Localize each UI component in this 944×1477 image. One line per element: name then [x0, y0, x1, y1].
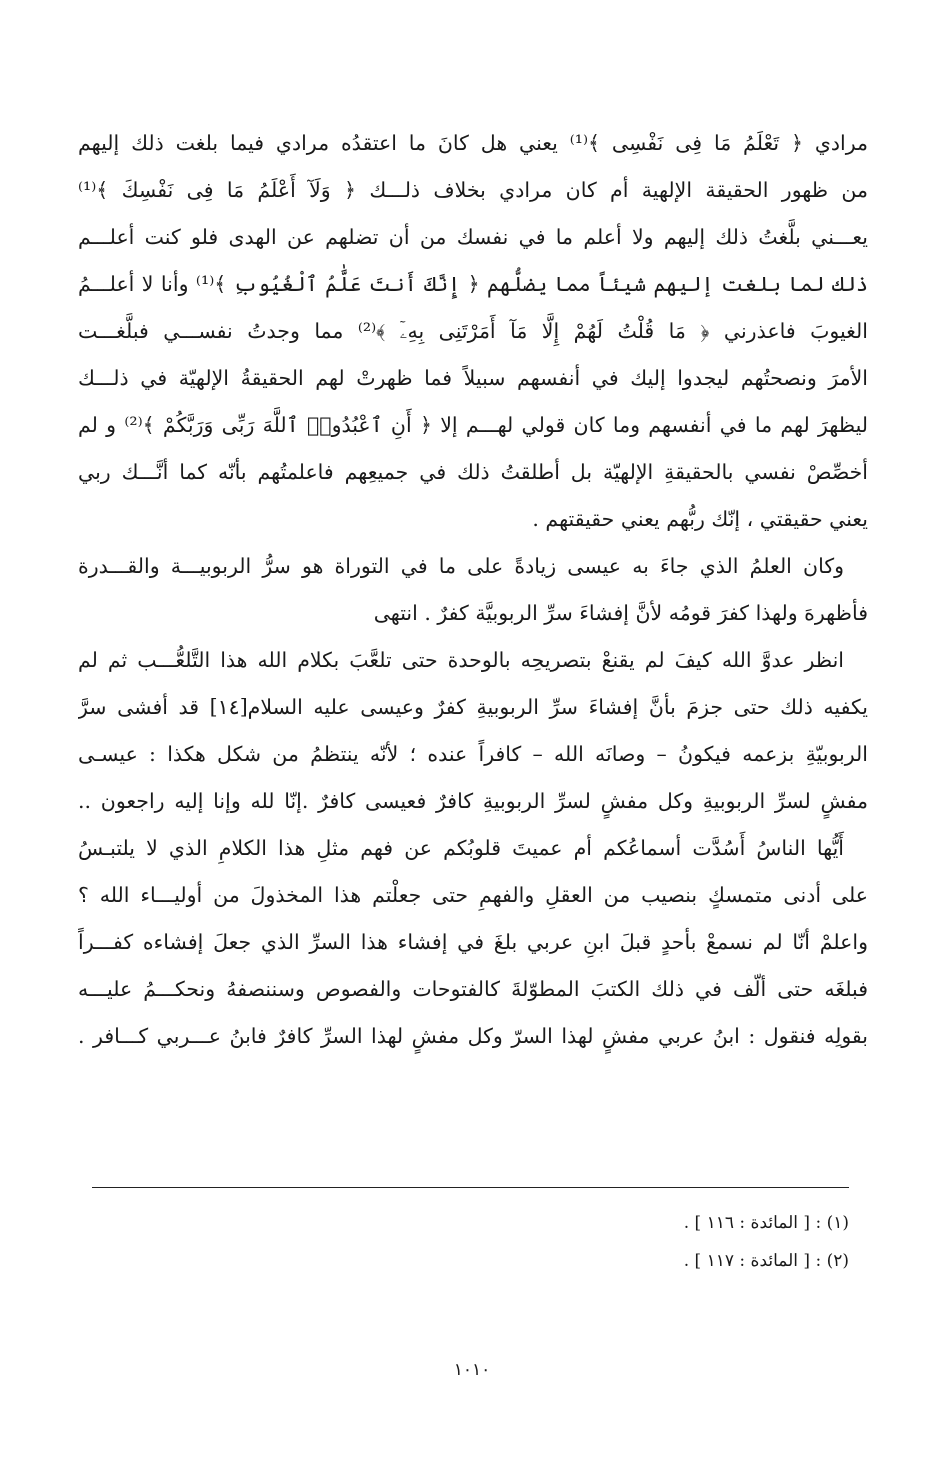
- text-line: يعني حقيقتي ، إنّك ربُّهم يعني حقيقتهم .: [532, 507, 868, 531]
- text-line: مفشٍ لسرِّ الربوبيةِ وكل مفشٍ لسرِّ الربوبيةِ كافرٌ فعيسى كافرٌ .إنّا لله وإنا إليه راجعون ..: [78, 789, 868, 813]
- footnote: (١) : [ المائدة : ١١٦ ] .: [683, 1213, 849, 1233]
- text-line: مرادي ﴿ تَعْلَمُ مَا فِى نَفْسِى ﴾⁽¹⁾ يعني هل كانَ ما اعتقدُه مرادي فيما بلغت ذلك إليهم: [78, 131, 868, 155]
- text-line: فأظهرهَ ولهذا كفرَ قومُه لأنَّ إفشاءَ سرِّ الربوبيَّة كفرٌ . انتهى: [373, 601, 868, 625]
- text-line: أخصِّصْ نفسي بالحقيقةِ الإلهيّة بل أطلقتُ ذلك في جميعِهم فاعلمتُهم بأنّه كما أنَّـــك ربي: [78, 460, 868, 484]
- text-line: على أدنى متمسكٍ بنصيب من العقلِ والفهمِ حتى جعلْتم هذا المخذولَ من أوليـــاء الله ؟: [78, 883, 868, 907]
- text-line: انظر عدوَّ الله كيفَ لم يقنعْ بتصريحِه بالوحدة حتى تلعَّبَ بكلام الله هذا التَّلعُّـــب ثم لم: [78, 648, 844, 672]
- text-line: فبلغَه حتى ألّف في ذلك الكتبَ المطوّلةَ كالفتوحات والفصوص وسننصفهُ ونحكـــمُ عليـــه: [78, 977, 868, 1001]
- footnote-divider: [92, 1187, 849, 1188]
- text-line: وكان العلمُ الذي جاءَ به عيسى زيادةً على ما في التوراة هو سرُّ الربوبيـــة والقـــدرة: [78, 554, 844, 578]
- text-line: الربوبيّةِ بزعمه فيكونُ – وصانَه الله – كافراً عنده ؛ لأنّه ينتظمُ من شكل هكذا : عيسـى: [78, 742, 868, 766]
- text-line: يكفيه ذلك حتى جزمَ بأنَّ إفشاءَ سرِّ الربوبيةِ كفرٌ وعيسى عليه السلام[١٤] قد أفشى سرَّ: [78, 695, 868, 719]
- text-line: من ظهور الحقيقة الإلهية أم كان مرادي بخلاف ذلـــك ﴿ وَلَآ أَعْلَمُ مَا فِى نَفْسِكَ ﴾⁽¹⁾: [78, 178, 868, 202]
- body-text: [78, 120, 868, 1060]
- text-line: أَيُّها الناسُ أَسُدَّت أسماعُكم أم عميتَ قلوبُكم عن فهم مثلِ هذا الكلامِ الذي لا يلتبـسُ: [78, 836, 844, 860]
- footnote: (٢) : [ المائدة : ١١٧ ] .: [683, 1251, 849, 1271]
- text-line: بقولِه فنقول : ابنُ عربي مفشٍ لهذا السرّ وكل مفشٍ لهذا السرِّ كافرٌ فابنُ عـــربي كـــافر .: [78, 1024, 868, 1048]
- footnotes: [92, 1204, 849, 1280]
- text-line: ليظهرَ لهم ما في أنفسهم وما كان قولي لهـــم إلا ﴿ أَنِ ٱعْبُدُوا۟ ٱللَّهَ رَبِّى وَرَبَّكُمْ ﴾⁽²⁾ و لم: [78, 413, 868, 437]
- page-number: ١٠١٠: [453, 1360, 491, 1380]
- text-line: الغيوبَ فاعذرني ﴿ مَا قُلْتُ لَهُمْ إِلَّا مَآ أَمَرْتَنِى بِهِۦٓ ﴾⁽²⁾ مما وجدتُ نفســـي فبلَّغـــت: [78, 319, 868, 343]
- text-line: ذلك لما بلغت إليهم شيئاً مما يضلُّهم ﴿ إِنَّكَ أَنتَ عَلَّٰمُ ٱلْغُيُوبِ ﴾⁽¹⁾ وأنا لا أعلـــمُ: [78, 272, 868, 296]
- text-line: يعـــني بلَّغتُ ذلك إليهم ولا أعلم ما في نفسك من أن تضلهم عن الهدى فلو كنت أعلـــم: [78, 225, 868, 249]
- text-line: واعلمْ أنّا لم نسمعْ بأحدٍ قبلَ ابنِ عربي بلغَ في إفشاء هذا السرِّ الذي جعلَ إفشاءه كفـــراً: [78, 930, 868, 954]
- text-line: الأمرَ ونصحتُهم ليجدوا إليك في أنفسهم سبيلاً فما ظهرتْ لهم الحقيقةُ الإلهيّة في ذلـــك: [78, 366, 868, 390]
